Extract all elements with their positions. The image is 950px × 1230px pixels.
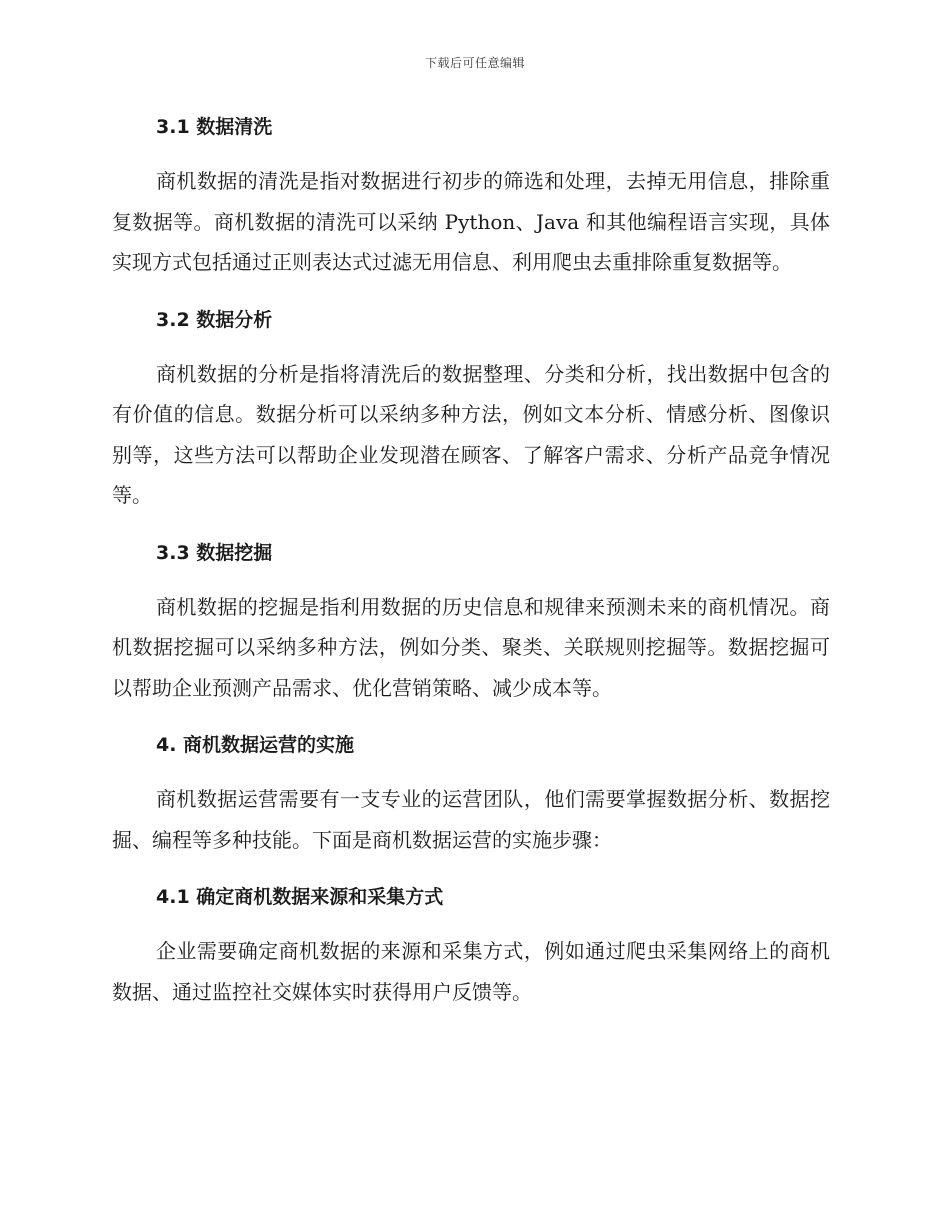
section-paragraph: 企业需要确定商机数据的来源和采集方式，例如通过爬虫采集网络上的商机数据、通过监控社交媒体实时获得用户反馈等。 bbox=[112, 939, 830, 1004]
section-heading: 3.3 数据挖掘 bbox=[156, 541, 273, 564]
section-3-3 bbox=[112, 536, 830, 709]
section-4-1 bbox=[112, 880, 830, 1012]
section-heading: 3.1 数据清洗 bbox=[156, 116, 273, 138]
document-body bbox=[112, 110, 830, 1032]
section-heading: 4.1 确定商机数据来源和采集方式 bbox=[156, 886, 444, 908]
section-heading: 3.2 数据分析 bbox=[156, 308, 273, 331]
section-3-1 bbox=[112, 110, 830, 283]
section-3-2 bbox=[112, 303, 830, 516]
section-paragraph: 商机数据运营需要有一支专业的运营团队，他们需要掌握数据分析、数据挖掘、编程等多种技能。下面是商机数据运营的实施步骤： bbox=[112, 787, 830, 852]
section-paragraph: 商机数据的分析是指将清洗后的数据整理、分类和分析，找出数据中包含的有价值的信息。数据分析可以采纳多种方法，例如文本分析、情感分析、图像识别等，这些方法可以帮助企业发现潜在顾客、了解客户需求、分析产品竞争情况等。 bbox=[112, 361, 830, 507]
page-header: 下载后可任意编辑 bbox=[424, 56, 525, 70]
section-paragraph: 商机数据的清洗是指对数据进行初步的筛选和处理，去掉无用信息，排除重复数据等。商机数据的清洗可以采纳 Python、Java 和其他编程语言实现，具体实现方式包括通过正则表达式过滤无用信息、利用爬虫去重排除重复数据等。 bbox=[112, 169, 830, 274]
section-paragraph: 商机数据的挖掘是指利用数据的历史信息和规律来预测未来的商机情况。商机数据挖掘可以采纳多种方法，例如分类、聚类、关联规则挖掘等。数据挖掘可以帮助企业预测产品需求、优化营销策略、减少成本等。 bbox=[112, 594, 830, 700]
section-heading: 4. 商机数据运营的实施 bbox=[156, 734, 355, 756]
section-4 bbox=[112, 728, 830, 860]
